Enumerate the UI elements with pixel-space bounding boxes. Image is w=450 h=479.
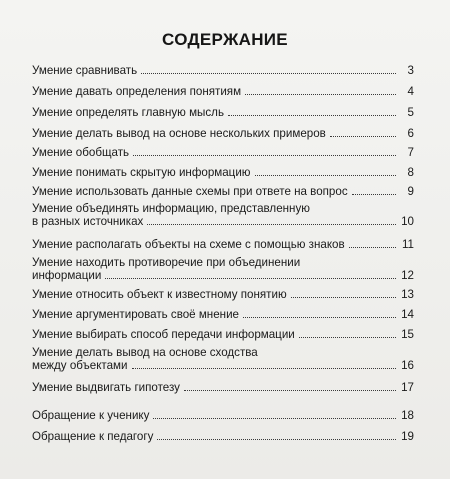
dot-leader	[245, 94, 396, 95]
toc-page-number: 17	[401, 381, 414, 394]
toc-entry-row	[32, 127, 414, 140]
toc-page-number: 8	[407, 166, 414, 179]
toc-entry-row	[32, 215, 414, 228]
toc-entry-row	[32, 269, 414, 282]
toc-entry	[32, 127, 414, 140]
toc-entry-row	[32, 359, 414, 372]
toc-entry-label-line: Умение делать вывод на основе сходства	[32, 346, 258, 359]
dot-leader	[243, 317, 396, 318]
toc-entry-label: Умение располагать объекты на схеме с помощью знаков	[32, 238, 345, 251]
toc-entry-label: Умение определять главную мысль	[32, 106, 224, 119]
toc-page-number: 10	[401, 215, 414, 228]
toc-entry-row	[32, 308, 414, 321]
toc-page-number: 19	[401, 430, 414, 443]
toc-entry-row	[32, 288, 414, 301]
dot-leader	[352, 194, 396, 195]
toc-entry-label: Умение выбирать способ передачи информации	[32, 328, 295, 341]
toc-page-number: 16	[401, 359, 414, 372]
toc-entry	[32, 146, 414, 159]
toc-entry-label: Умение относить объект к известному понятию	[32, 288, 287, 301]
toc-page-number: 3	[407, 64, 414, 77]
toc-entry-label: Умение обобщать	[32, 146, 130, 159]
dot-leader	[147, 224, 396, 225]
dot-leader	[153, 418, 396, 419]
dot-leader	[184, 390, 396, 391]
toc-entry	[32, 430, 414, 443]
page-title: СОДЕРЖАНИЕ	[162, 30, 288, 49]
toc-page-number: 9	[407, 185, 414, 198]
dot-leader	[291, 297, 396, 298]
toc-entry-label: Умение аргументировать своё мнение	[32, 308, 239, 321]
toc-page-number: 12	[401, 269, 414, 282]
toc-entry	[32, 328, 414, 341]
dot-leader	[141, 73, 396, 74]
toc-page-number: 4	[407, 85, 414, 98]
toc-entry-row	[32, 85, 414, 98]
toc-entry-label: в разных источниках	[32, 215, 144, 228]
toc-entry	[32, 238, 414, 251]
toc-entry-label-line: Умение находить противоречие при объединении	[32, 256, 301, 269]
toc-entry-label: Умение выдвигать гипотезу	[32, 381, 180, 394]
toc-entry	[32, 381, 414, 394]
toc-entry	[32, 256, 414, 282]
toc-page-number: 15	[401, 328, 414, 341]
toc-page-number: 11	[401, 238, 414, 251]
toc-entry-label: Умение давать определения понятиям	[32, 85, 242, 98]
toc-entry-label: между объектами	[32, 359, 128, 372]
toc-entry	[32, 346, 414, 372]
toc-entry	[32, 106, 414, 119]
toc-entry-row	[32, 146, 414, 159]
toc-entry-label-line: Умение объединять информацию, представленную	[32, 202, 310, 215]
toc-entry-row	[32, 381, 414, 394]
toc-page-number: 6	[407, 127, 414, 140]
dot-leader	[157, 439, 396, 440]
dot-leader	[330, 136, 396, 137]
toc-page-number: 18	[401, 409, 414, 422]
toc-entry-row	[32, 185, 414, 198]
toc-entry	[32, 64, 414, 77]
toc-page-number: 14	[401, 308, 414, 321]
dot-leader	[255, 175, 397, 176]
toc-entry	[32, 185, 414, 198]
toc-page-number: 7	[407, 146, 414, 159]
toc-entry-label: Умение делать вывод на основе нескольких примеров	[32, 127, 326, 140]
toc-entry-label: Умение использовать данные схемы при ответе на вопрос	[32, 185, 348, 198]
toc-entry-row	[32, 409, 414, 422]
toc-entry-label: Обращение к ученику	[32, 409, 150, 422]
toc-entry	[32, 85, 414, 98]
toc-entry-label: информации	[32, 269, 102, 282]
toc-entry	[32, 288, 414, 301]
toc-page-number: 5	[407, 106, 414, 119]
dot-leader	[349, 247, 396, 248]
dot-leader	[132, 368, 396, 369]
toc-entry-row	[32, 106, 414, 119]
toc-entry-label: Умение сравнивать	[32, 64, 138, 77]
dot-leader	[228, 115, 396, 116]
toc-page-number: 13	[401, 288, 414, 301]
toc-entry	[32, 409, 414, 422]
toc-entry-row	[32, 430, 414, 443]
toc-entry-label: Обращение к педагогу	[32, 430, 154, 443]
dot-leader	[133, 155, 396, 156]
toc-entry	[32, 202, 414, 228]
dot-leader	[105, 278, 396, 279]
dot-leader	[299, 337, 396, 338]
toc-entry	[32, 166, 414, 179]
toc-entry-label: Умение понимать скрытую информацию	[32, 166, 251, 179]
toc-entry	[32, 308, 414, 321]
toc-entry-row	[32, 328, 414, 341]
toc-entry-row	[32, 64, 414, 77]
toc-entry-row	[32, 166, 414, 179]
toc-entry-row	[32, 238, 414, 251]
